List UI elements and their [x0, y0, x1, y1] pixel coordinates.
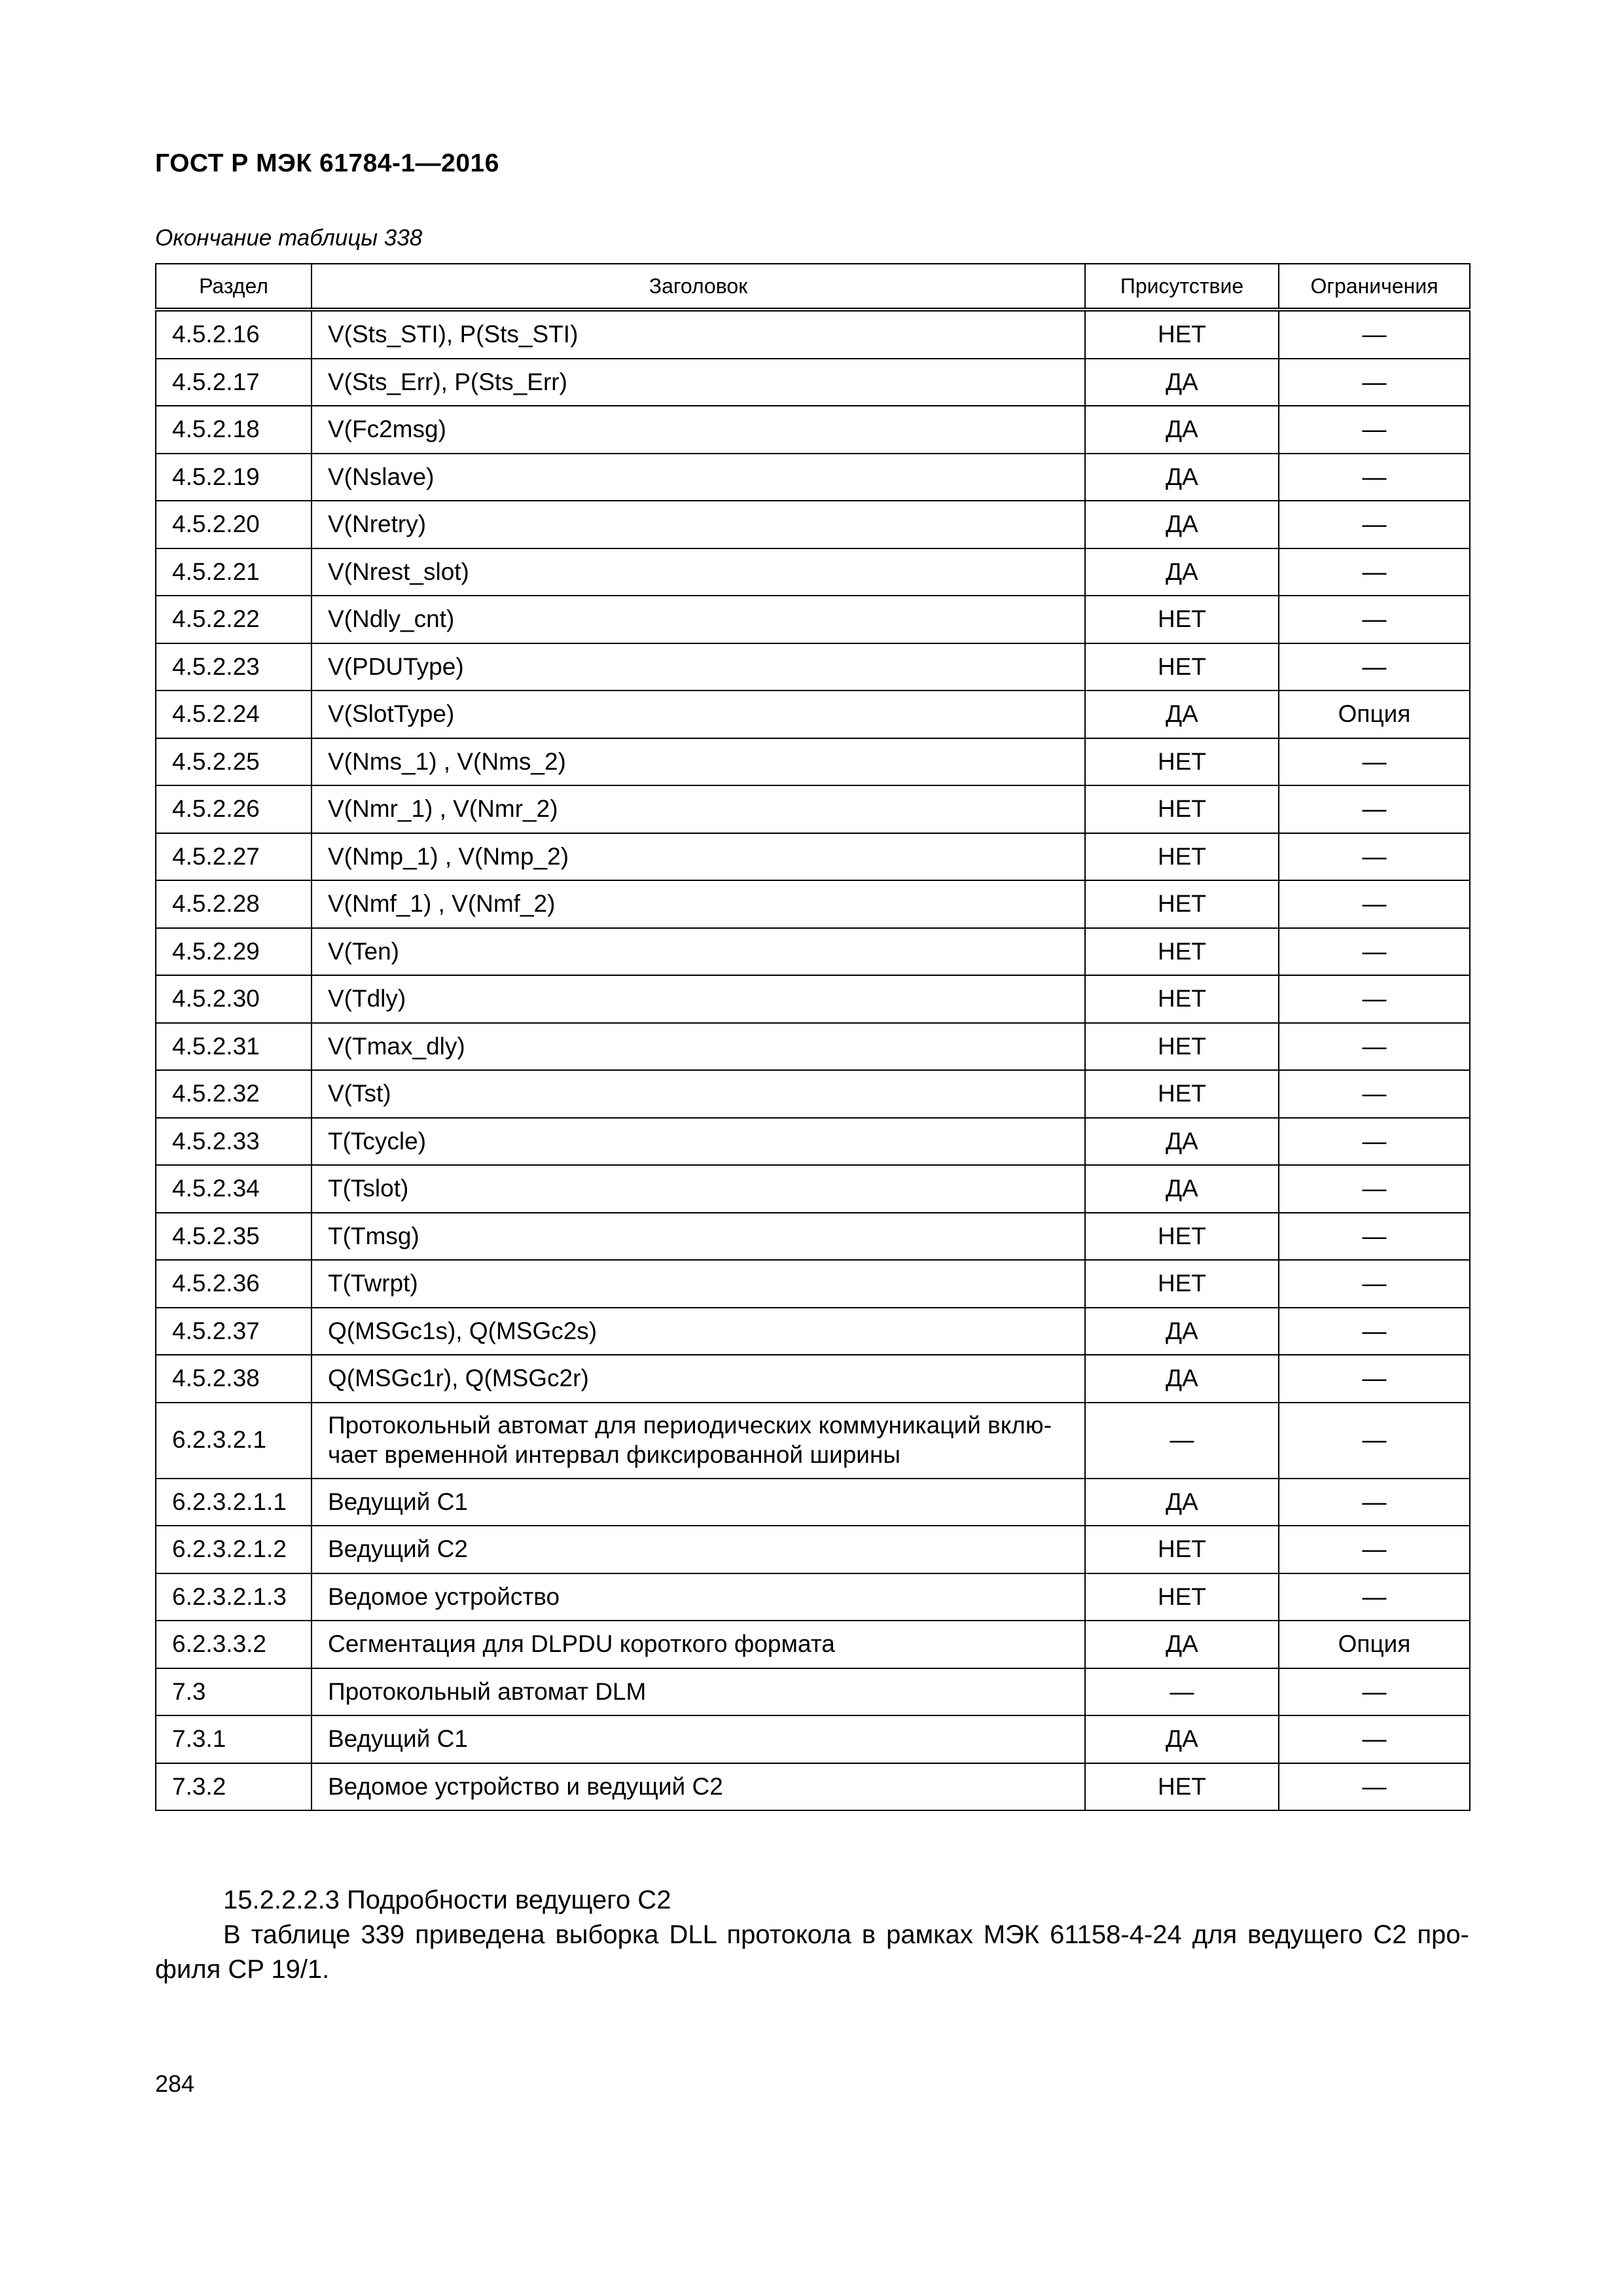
presence-cell: ДА [1085, 501, 1279, 548]
table-row [156, 359, 1470, 406]
title-cell: V(Tdly) [312, 975, 1085, 1023]
limitation-cell: — [1279, 359, 1470, 406]
presence-cell: НЕТ [1085, 833, 1279, 881]
limitation-cell: Опция [1279, 691, 1470, 738]
presence-cell: НЕТ [1085, 880, 1279, 928]
limitation-cell: — [1279, 596, 1470, 643]
section-cell: 4.5.2.16 [156, 310, 312, 359]
section-cell: 6.2.3.2.1.2 [156, 1526, 312, 1573]
presence-cell: НЕТ [1085, 785, 1279, 833]
table-row [156, 1621, 1470, 1668]
title-cell: V(Nms_1) , V(Nms_2) [312, 738, 1085, 786]
limitation-cell: — [1279, 501, 1470, 548]
title-cell: Ведущий С1 [312, 1479, 1085, 1526]
presence-cell: ДА [1085, 406, 1279, 454]
presence-cell: — [1085, 1403, 1279, 1479]
limitation-cell: — [1279, 1573, 1470, 1621]
section-cell: 4.5.2.18 [156, 406, 312, 454]
limitation-cell: — [1279, 1479, 1470, 1526]
limitation-cell: — [1279, 1526, 1470, 1573]
presence-cell: НЕТ [1085, 1023, 1279, 1071]
presence-cell: НЕТ [1085, 1763, 1279, 1811]
limitation-cell: — [1279, 1165, 1470, 1213]
title-cell: V(Ndly_cnt) [312, 596, 1085, 643]
presence-cell: ДА [1085, 1621, 1279, 1668]
section-cell: 4.5.2.19 [156, 454, 312, 501]
section-cell: 6.2.3.2.1 [156, 1403, 312, 1479]
title-cell: Ведущий С1 [312, 1715, 1085, 1763]
presence-cell: НЕТ [1085, 738, 1279, 786]
table-row [156, 406, 1470, 454]
presence-cell: — [1085, 1668, 1279, 1716]
table-row [156, 643, 1470, 691]
table-row [156, 1479, 1470, 1526]
presence-cell: НЕТ [1085, 1573, 1279, 1621]
section-cell: 4.5.2.28 [156, 880, 312, 928]
limitation-cell: Опция [1279, 1621, 1470, 1668]
presence-cell: ДА [1085, 1715, 1279, 1763]
table-row [156, 1573, 1470, 1621]
presence-cell: НЕТ [1085, 310, 1279, 359]
requirements-table [155, 263, 1471, 1811]
table-row [156, 1763, 1470, 1811]
section-cell: 4.5.2.26 [156, 785, 312, 833]
title-cell: V(SlotType) [312, 691, 1085, 738]
title-cell: V(Nretry) [312, 501, 1085, 548]
presence-cell: ДА [1085, 1479, 1279, 1526]
presence-cell: ДА [1085, 548, 1279, 596]
presence-cell: ДА [1085, 454, 1279, 501]
table-row [156, 928, 1470, 976]
section-cell: 4.5.2.30 [156, 975, 312, 1023]
table-row [156, 1403, 1470, 1479]
page-number: 284 [155, 2070, 195, 2097]
table-body [156, 310, 1470, 1810]
limitation-cell: — [1279, 310, 1470, 359]
limitation-cell: — [1279, 1213, 1470, 1261]
section-cell: 6.2.3.2.1.1 [156, 1479, 312, 1526]
table-header-row [156, 264, 1470, 310]
section-cell: 4.5.2.20 [156, 501, 312, 548]
limitation-cell: — [1279, 738, 1470, 786]
title-cell: Протокольный автомат для периодических коммуникаций вклю-чает временной интервал фиксированной ширины [312, 1403, 1085, 1479]
section-cell: 4.5.2.27 [156, 833, 312, 881]
section-cell: 4.5.2.32 [156, 1070, 312, 1118]
presence-cell: ДА [1085, 1165, 1279, 1213]
table-row [156, 310, 1470, 359]
presence-cell: НЕТ [1085, 975, 1279, 1023]
section-cell: 4.5.2.37 [156, 1308, 312, 1355]
section-cell: 4.5.2.33 [156, 1118, 312, 1166]
table-row [156, 1715, 1470, 1763]
title-cell: Q(MSGc1s), Q(MSGc2s) [312, 1308, 1085, 1355]
title-cell: Ведомое устройство [312, 1573, 1085, 1621]
table-row [156, 1260, 1470, 1308]
title-cell: V(Ten) [312, 928, 1085, 976]
limitation-cell: — [1279, 406, 1470, 454]
title-cell: T(Tcycle) [312, 1118, 1085, 1166]
title-cell: V(Nmp_1) , V(Nmp_2) [312, 833, 1085, 881]
limitation-cell: — [1279, 548, 1470, 596]
limitation-cell: — [1279, 643, 1470, 691]
title-cell: V(Nrest_slot) [312, 548, 1085, 596]
table-row [156, 975, 1470, 1023]
limitation-cell: — [1279, 785, 1470, 833]
table-row [156, 1165, 1470, 1213]
limitation-cell: — [1279, 928, 1470, 976]
title-cell: Ведущий С2 [312, 1526, 1085, 1573]
title-cell: V(PDUType) [312, 643, 1085, 691]
table-row [156, 1526, 1470, 1573]
table-row [156, 1118, 1470, 1166]
title-cell: V(Nmf_1) , V(Nmf_2) [312, 880, 1085, 928]
presence-cell: НЕТ [1085, 1526, 1279, 1573]
limitation-cell: — [1279, 975, 1470, 1023]
section-cell: 4.5.2.34 [156, 1165, 312, 1213]
limitation-cell: — [1279, 1355, 1470, 1403]
body-paragraph: В таблице 339 приведена выборка DLL протокола в рамках МЭК 61158-4-24 для ведущего С2 про-филя CP 19/1. [155, 1920, 1469, 1984]
table-row [156, 738, 1470, 786]
title-cell: V(Tmax_dly) [312, 1023, 1085, 1071]
title-cell: T(Tslot) [312, 1165, 1085, 1213]
table-row [156, 501, 1470, 548]
section-cell: 4.5.2.23 [156, 643, 312, 691]
title-cell: Сегментация для DLPDU короткого формата [312, 1621, 1085, 1668]
limitation-cell: — [1279, 1118, 1470, 1166]
column-header-title: Заголовок [312, 264, 1085, 310]
table-row [156, 1070, 1470, 1118]
section-cell: 4.5.2.22 [156, 596, 312, 643]
section-cell: 6.2.3.2.1.3 [156, 1573, 312, 1621]
table-row [156, 548, 1470, 596]
title-cell: T(Tmsg) [312, 1213, 1085, 1261]
title-cell: Ведомое устройство и ведущий С2 [312, 1763, 1085, 1811]
column-header-section: Раздел [156, 264, 312, 310]
section-cell: 4.5.2.31 [156, 1023, 312, 1071]
table-row [156, 1308, 1470, 1355]
presence-cell: НЕТ [1085, 1070, 1279, 1118]
presence-cell: ДА [1085, 1355, 1279, 1403]
limitation-cell: — [1279, 454, 1470, 501]
limitation-cell: — [1279, 1070, 1470, 1118]
limitation-cell: — [1279, 1023, 1470, 1071]
title-cell: V(Fc2msg) [312, 406, 1085, 454]
section-cell: 4.5.2.35 [156, 1213, 312, 1261]
section-cell: 7.3.2 [156, 1763, 312, 1811]
presence-cell: ДА [1085, 691, 1279, 738]
section-cell: 7.3.1 [156, 1715, 312, 1763]
title-cell: V(Sts_STI), P(Sts_STI) [312, 310, 1085, 359]
title-cell: V(Nmr_1) , V(Nmr_2) [312, 785, 1085, 833]
limitation-cell: — [1279, 1403, 1470, 1479]
section-cell: 4.5.2.38 [156, 1355, 312, 1403]
document-header: ГОСТ Р МЭК 61784-1—2016 [155, 149, 499, 177]
table-row [156, 1355, 1470, 1403]
title-cell: Протокольный автомат DLM [312, 1668, 1085, 1716]
section-cell: 4.5.2.29 [156, 928, 312, 976]
section-cell: 4.5.2.17 [156, 359, 312, 406]
presence-cell: НЕТ [1085, 1260, 1279, 1308]
limitation-cell: — [1279, 1715, 1470, 1763]
section-cell: 4.5.2.24 [156, 691, 312, 738]
subsection-heading: 15.2.2.2.3 Подробности ведущего С2 [223, 1886, 671, 1914]
column-header-presence: Присутствие [1085, 264, 1279, 310]
presence-cell: ДА [1085, 359, 1279, 406]
column-header-limitations: Ограничения [1279, 264, 1470, 310]
table-row [156, 785, 1470, 833]
limitation-cell: — [1279, 1763, 1470, 1811]
limitation-cell: — [1279, 880, 1470, 928]
table-row [156, 1213, 1470, 1261]
table-row [156, 833, 1470, 881]
limitation-cell: — [1279, 1308, 1470, 1355]
table-row [156, 1668, 1470, 1716]
title-cell: V(Tst) [312, 1070, 1085, 1118]
section-cell: 4.5.2.21 [156, 548, 312, 596]
table-row [156, 1023, 1470, 1071]
presence-cell: ДА [1085, 1118, 1279, 1166]
limitation-cell: — [1279, 833, 1470, 881]
title-cell: Q(MSGc1r), Q(MSGc2r) [312, 1355, 1085, 1403]
table-row [156, 454, 1470, 501]
section-cell: 6.2.3.3.2 [156, 1621, 312, 1668]
title-cell: V(Sts_Err), P(Sts_Err) [312, 359, 1085, 406]
table-caption: Окончание таблицы 338 [155, 225, 423, 251]
presence-cell: НЕТ [1085, 596, 1279, 643]
limitation-cell: — [1279, 1260, 1470, 1308]
section-cell: 4.5.2.25 [156, 738, 312, 786]
title-cell: T(Twrpt) [312, 1260, 1085, 1308]
presence-cell: НЕТ [1085, 643, 1279, 691]
section-cell: 7.3 [156, 1668, 312, 1716]
presence-cell: НЕТ [1085, 928, 1279, 976]
presence-cell: НЕТ [1085, 1213, 1279, 1261]
section-cell: 4.5.2.36 [156, 1260, 312, 1308]
presence-cell: ДА [1085, 1308, 1279, 1355]
title-cell: V(Nslave) [312, 454, 1085, 501]
limitation-cell: — [1279, 1668, 1470, 1716]
table-row [156, 691, 1470, 738]
table-row [156, 596, 1470, 643]
table-row [156, 880, 1470, 928]
